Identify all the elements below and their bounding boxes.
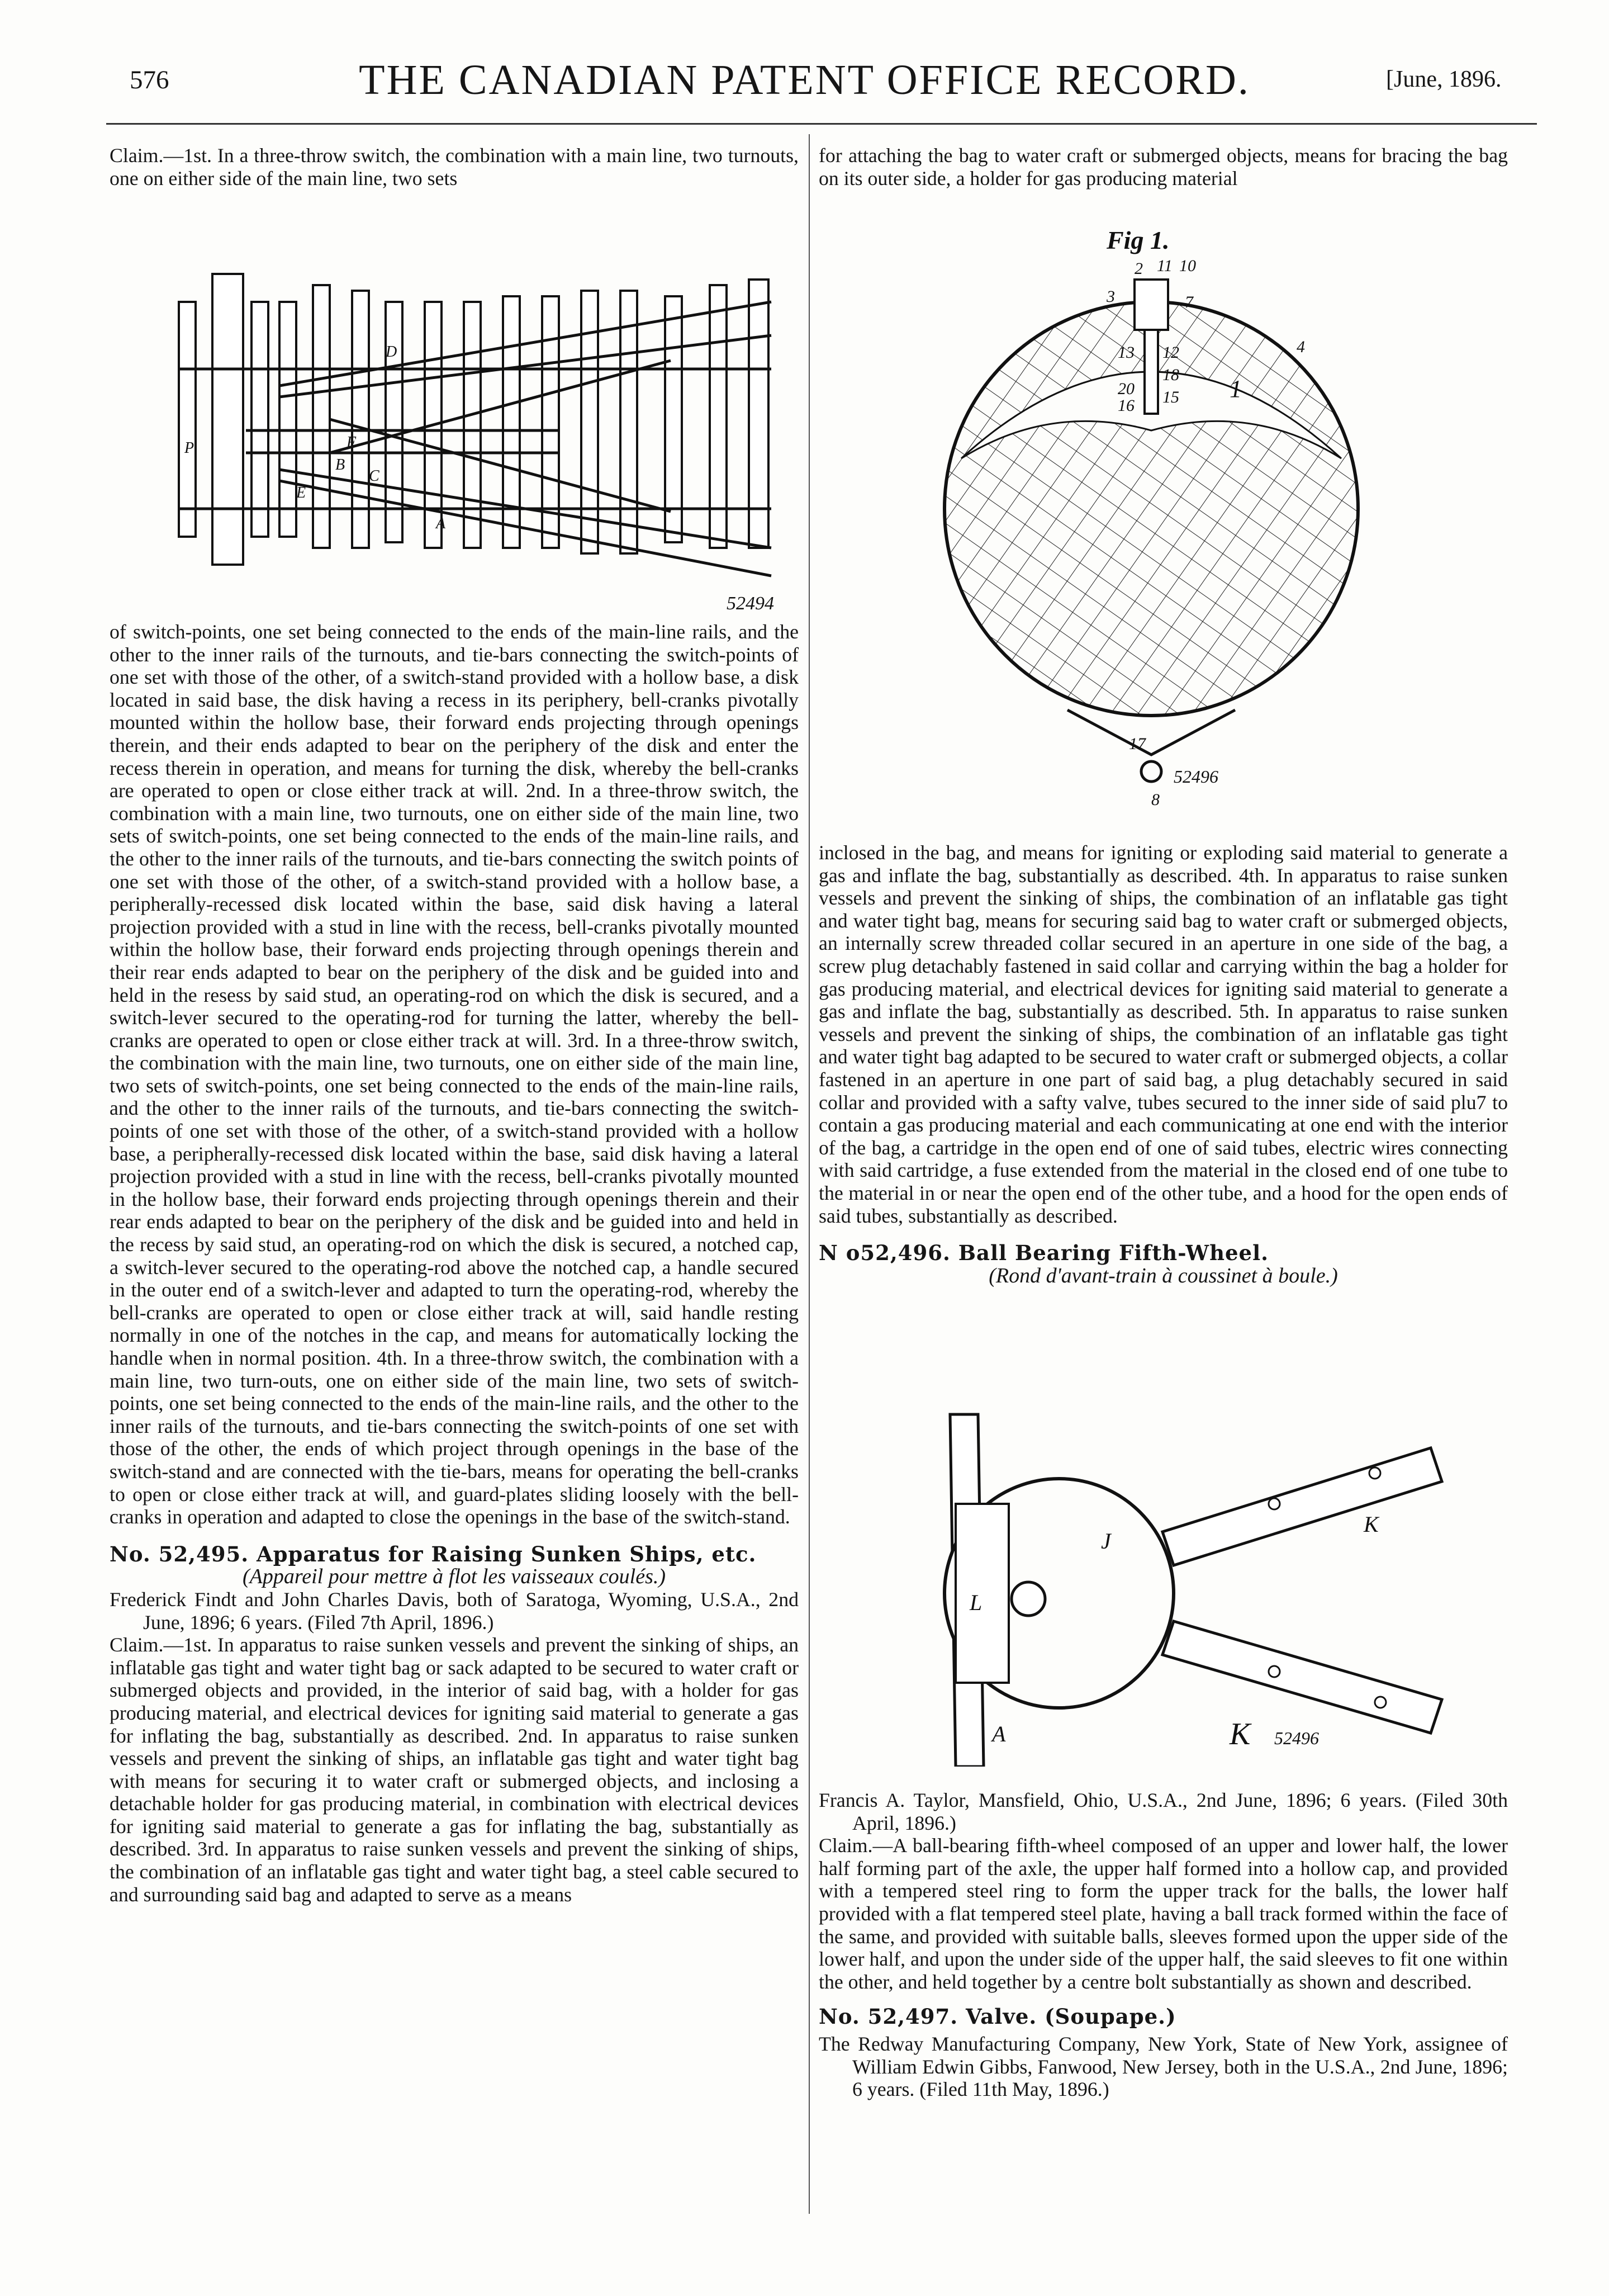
tie	[251, 302, 268, 537]
fig-label: 12	[1162, 343, 1179, 362]
fig-label: 15	[1162, 388, 1179, 406]
tie	[620, 291, 637, 553]
figure-number: 52496	[1174, 766, 1218, 787]
fig-label: 17	[1129, 735, 1146, 753]
right-column-body	[819, 841, 1508, 1287]
journal-title: THE CANADIAN PATENT OFFICE RECORD.	[359, 56, 1250, 103]
fig-label: A	[436, 515, 446, 532]
fig-label: 13	[1118, 343, 1135, 362]
page-number: 576	[130, 65, 169, 94]
fig-label: 1	[1230, 375, 1242, 403]
patent-495-heading: No. 52,495. Apparatus for Raising Sunken Ships, etc.	[110, 1541, 757, 1566]
fig-label: K	[1364, 1512, 1379, 1537]
tie	[279, 302, 296, 537]
left-column-body	[110, 621, 799, 1906]
fig-label: 11	[1157, 257, 1173, 275]
figure-number: 52494	[727, 593, 774, 614]
collar	[1135, 280, 1168, 330]
tie	[386, 302, 402, 542]
fig-label: D	[386, 343, 397, 361]
centre-bolt	[1012, 1582, 1045, 1616]
issue-date: [June, 1896.	[1386, 67, 1502, 92]
patent-495-claim: Claim.—1st. In apparatus to raise sunken vessels and prevent the sinking of ships, an inflatable gas tight and water tight bag or sack adapted to be secured to water craft or submerged objects and provided, in the interior of said bag, with a holder for gas producing material, and electrical devices for igniting said material to generate a gas for inflating the bag, substantially as described. 2nd. In apparatus to raise sunken vessels and prevent the sinking of ships, an inflatable gas tight and water tight bag with means for securing it to water craft or submerged objects, and inclosing a detachable holder for gas producing material, in combination with electrical devices for igniting said material to generate a gas for inflating the bag, substantially as described. 3rd. In apparatus to raise sunken vessels and prevent the sinking of ships, the combination of an inflatable gas tight and water tight bag, a steel cable secured to and surrounding said bag and adapted to serve as a means	[110, 1634, 799, 1906]
patent-496-claim: Claim.—A ball-bearing fifth-wheel composed of an upper and lower half, the lower half forming part of the axle, the upper half formed into a hollow cap, and provided with a tempered steel ring to form the upper track for the balls, the lower half provided with a flat tempered steel plate, having a ball track formed within the face of the same, and provided with suitable balls, sleeves formed upon the upper side of the lower half, and upon the under side of the upper half, the said sleeves to fit one within the other, and held together by a centre bolt substantially as shown and described.	[819, 1834, 1508, 1993]
fig-label: 10	[1179, 257, 1196, 275]
fig-label: L	[970, 1590, 983, 1615]
fig-label: 4	[1297, 338, 1305, 356]
patent-495-claim-cont-top: for attaching the bag to water craft or submerged objects, means for bracing the bag on its outer side, a holder for gas producing material	[819, 144, 1508, 190]
switch-stand	[212, 274, 243, 565]
column-divider	[809, 134, 810, 2214]
fig-label: 18	[1162, 366, 1179, 384]
fig-label: 2	[1135, 259, 1143, 278]
fig-label: 20	[1118, 380, 1135, 398]
fig-label: B	[335, 456, 345, 474]
tube	[1145, 330, 1158, 414]
figure-title: Fig 1.	[1107, 226, 1170, 254]
wheel-diagram	[917, 1409, 1464, 1767]
balloon-diagram	[939, 218, 1364, 833]
page-header	[0, 56, 1609, 106]
fig-label: P	[184, 439, 194, 457]
tie	[581, 291, 598, 553]
right-column-lower	[819, 1789, 1508, 2101]
patent-496-inventors: Francis A. Taylor, Mansfield, Ohio, U.S.A., 2nd June, 1896; 6 years. (Filed 30th April, 1896.)	[819, 1789, 1508, 1834]
wheel-figure	[917, 1409, 1464, 1767]
plate	[956, 1504, 1009, 1683]
fig-label: J	[1101, 1528, 1111, 1554]
ring	[1141, 761, 1161, 782]
fig-label: K	[1230, 1717, 1251, 1751]
lower-arm	[1162, 1621, 1442, 1733]
fig-label: F	[347, 434, 357, 451]
fig-label: 7	[1185, 293, 1193, 311]
tie	[179, 302, 196, 537]
tie	[464, 302, 481, 548]
fig-label: C	[369, 467, 379, 485]
figure-number: 52496	[1274, 1728, 1319, 1748]
fig-label: 3	[1107, 287, 1115, 306]
patent-495-claim-cont: inclosed in the bag, and means for igniting or exploding said material to generate a gas and inflate the bag, substantially as described. 4th. In apparatus to raise sunken vessels and prevent the sinking of ships, the combination of an inflatable gas tight and water tight bag, means for securing said bag to water craft or submerged objects, an internally screw threaded collar secured in an aperture in one side of the bag, a screw plug detachably fastened in said collar and carrying within the bag a holder for gas producing material, and electrical devices for igniting said material to generate a gas and inflate the bag, substantially as described. 5th. In apparatus to raise sunken vessels and prevent the sinking of ships, the combination of an inflatable gas tight and water tight bag adapted to be secured to water craft or submerged objects, a collar fastened in an aperture in one part of said bag, a plug detachably secured in said collar and provided with a safty valve, tubes secured to the inner side of said plu7 to contain a gas producing material and each communicating at one end with the interior of the bag, a cartridge in the open end of one of said tubes, electric wires connecting with said cartridge, a fuse extended from the material in the closed end of one tube to the material in or near the open end of the other tube, and a hood for the open ends of said tubes, substantially as described.	[819, 841, 1508, 1227]
fig-label: 8	[1151, 790, 1160, 809]
patent-495-inventors: Frederick Findt and John Charles Davis, both of Saratoga, Wyoming, U.S.A., 2nd June, 1896; 6 years. (Filed 7th April, 1896.)	[110, 1588, 799, 1634]
fig-label: E	[296, 484, 306, 501]
patent-496-french-title: (Rond d'avant-train à coussinet à boule.)	[989, 1263, 1338, 1287]
fig-label: 16	[1118, 396, 1135, 415]
tie	[665, 296, 682, 542]
upper-arm	[1162, 1448, 1442, 1565]
balloon-figure	[939, 218, 1364, 833]
header-rule	[106, 123, 1537, 125]
patent-497-heading: No. 52,497. Valve. (Soupape.)	[819, 2004, 1176, 2029]
switch-diagram	[168, 218, 799, 621]
fig-label: A	[992, 1721, 1006, 1746]
switch-figure	[168, 218, 799, 621]
switch-claim-continued: of switch-points, one set being connected to the ends of the main-line rails, and the other to the inner rails of the turnouts, and tie-bars connecting the switch-points of one set with those of the other, of a switch-stand provided with a hollow base, a disk located in said base, the disk having a recess in its periphery, bell-cranks pivotally mounted within the hollow base, their forward ends projecting through openings therein, and their ends adapted to bear on the periphery of the disk and enter the recess therein in operation, and means for turning the disk, whereby the bell-cranks are operated to open or close either track at will. 2nd. In a three-throw switch, the combination with a main line, two turnouts, one on either side of the main line, two sets of switch-points, one set being connected to the ends of the main-line rails, and the other to the inner rails of the turnouts, and tie-bars connecting the switch points of one set with those of the other, of a switch-stand provided with a hollow base, a peripherally-recessed disk located within the base, said disk having a lateral projection provided with a stud in line with the recess, bell-cranks pivotally mounted within the hollow base, their forward ends projecting through openings therein and their rear ends adapted to bear on the periphery of the disk and be guided into and held in the resess by said stud, an operating-rod on which the disk is secured, and a switch-lever secured to the operating-rod for turning the latter, whereby the bell-cranks are operated to open or close either track at will. 3rd. In a three-throw switch, the combination with the main line, two turnouts, one on either side of the main line, two sets of switch-points, one set being connected to the ends of the main-line rails, and the other to the inner rails of the turnouts, and tie-bars connecting the switch-points of one set with those of the other, of a switch-stand provided with a hollow base, a peripherally-recessed disk located within the base, said disk having a lateral projection provided with a stud in line with the recess, bell-cranks pivotally mounted in the hollow base, their forward ends projecting through openings therein and their rear ends adapted to bear on the periphery of the disk and be guided into and held in the recess by said stud, an operating-rod on which the disk is secured, a notched cap, a switch-lever secured to the operating-rod above the notched cap, a handle secured in the outer end of a switch-lever and adapted to turn the operating-rod, whereby the bell-cranks are operated to open or close either track at will, said handle resting normally in one of the notches in the cap, and means for automatically locking the handle when in normal position. 4th. In a three-throw switch, the combination with a main line, two turn-outs, one on either side of the main line, two sets of switch-points, one set being connected to the ends of the main-line rails, and the other to the inner rails of the turnouts, and tie-bars connecting the switch-points of one set with those of the other, the ends of which project through openings in the base of the switch-stand and are connected with the tie-bars, means for operating the bell-cranks to open or close either track at will, and guard-plates sliding loosely with the bell-cranks in operation and adapted to close the openings in the base of the switch-stand.	[110, 621, 799, 1528]
left-intro-text	[110, 144, 799, 190]
right-top-text	[819, 144, 1508, 190]
patent-496-heading: N o52,496. Ball Bearing Fifth-Wheel.	[819, 1241, 1269, 1266]
switch-claim-intro: Claim.—1st. In a three-throw switch, the combination with a main line, two turnouts, one on either side of the main line, two sets	[110, 144, 799, 190]
patent-495-french-title: (Appareil pour mettre à flot les vaisseaux coulés.)	[242, 1565, 666, 1589]
patent-497-inventors: The Redway Manufacturing Company, New York, State of New York, assignee of William Edwin Gibbs, Fanwood, New Jersey, both in the U.S.A., 2nd June, 1896; 6 years. (Filed 11th May, 1896.)	[819, 2032, 1508, 2101]
